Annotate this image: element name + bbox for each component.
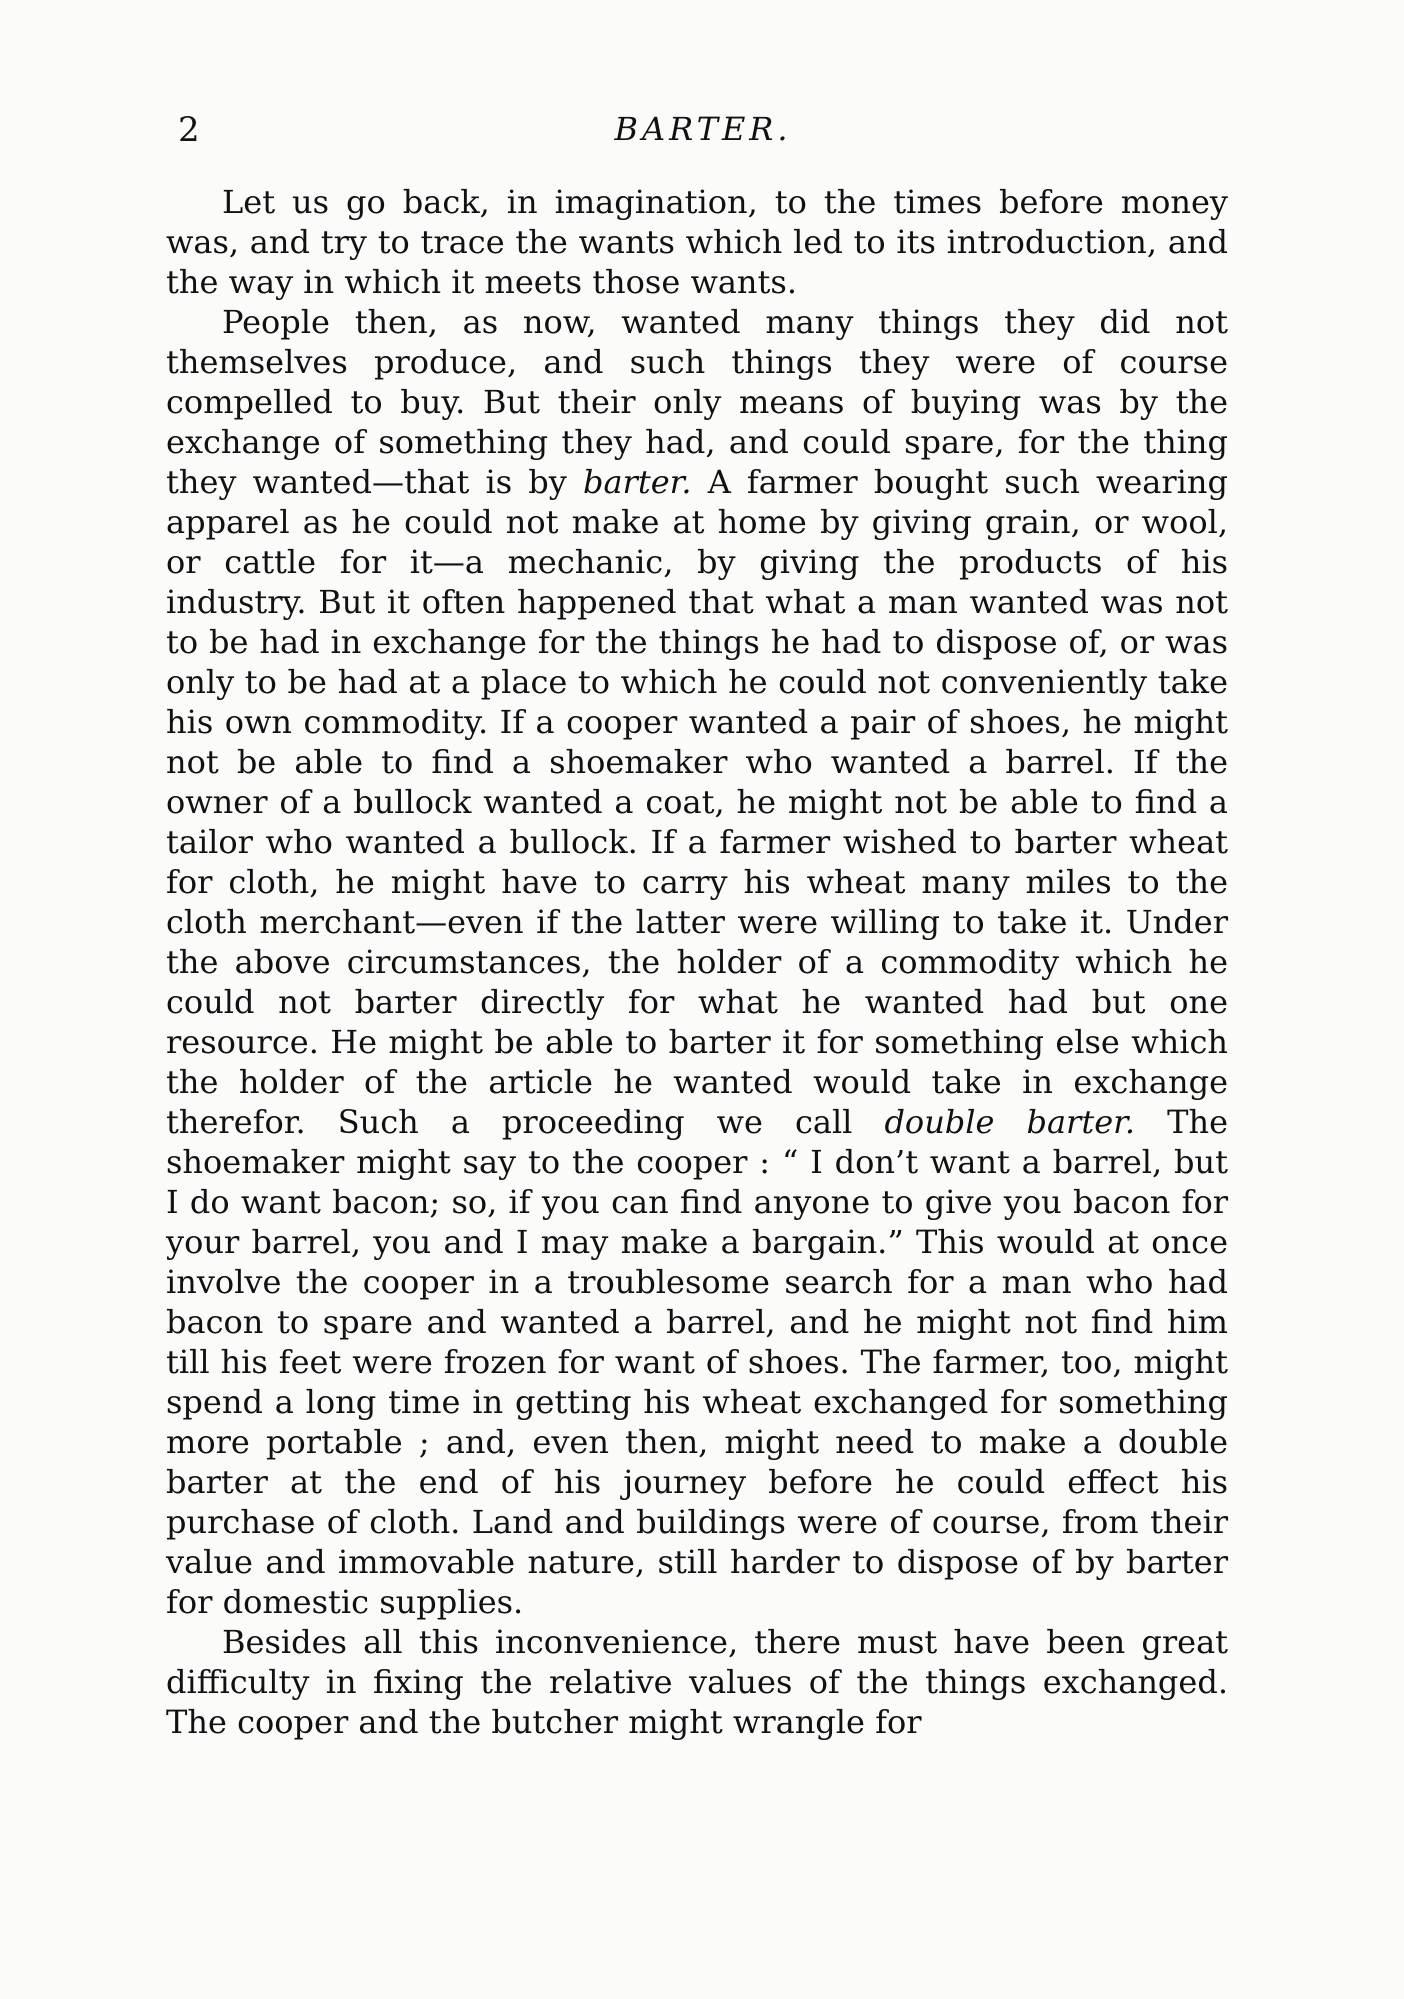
body-text [166,182,1228,1742]
running-title: BARTER. [614,110,792,148]
italic-term-double-barter: double barter. [884,1103,1136,1141]
running-head [178,110,1228,160]
page-number: 2 [178,110,200,150]
paragraph-text: Let us go back, in imagination, to the times before money was, and try to trace the wants which led to its introduction, and the way in which it meets those wants. [166,183,1228,301]
paragraph-2 [166,302,1228,1622]
paragraph-text: A farmer bought such wearing apparel as he could not make at home by giving grain, or wool, or cattle for it—a mechanic, by giving the products of his industry. But it often happened that what a man wanted was not to be had in exchange for the things he had to dispose of, or was only to be had at a place to which he could not conveniently take his own commodity. If a cooper wanted a pair of shoes, he might not be able to find a shoemaker who wanted a barrel. If the owner of a bullock wanted a coat, he might not be able to find a tailor who wanted a bullock. If a farmer wished to barter wheat for cloth, he might have to carry his wheat many miles to the cloth merchant—even if the latter were willing to take it. Under the above circumstances, the holder of a commodity which he could not barter directly for what he wanted had but one resource. He might be able to barter it for something else which the holder of the article he wanted would take in exchange therefor. Such a proceeding we call [166,463,1229,1141]
paragraph-text: Besides all this inconvenience, there must have been great difficulty in fixing the relative values of the things exchanged. The cooper and the butcher might wrangle for [166,1623,1228,1741]
paragraph-3 [166,1622,1228,1742]
paragraph-1 [166,182,1228,302]
paragraph-text: People then, as now, wanted many things they did not themselves produce, and such things they were of course compelled to buy. But their only means of buying was by the exchange of something they had, and could spare, for the thing they wanted—that is by [166,303,1228,501]
paragraph-text: The shoemaker might say to the cooper : “ I don’t want a barrel, but I do want bacon; so, if you can find anyone to give you bacon for your barrel, you and I may make a bargain.” This would at once involve the cooper in a troublesome search for a man who had bacon to spare and wanted a barrel, and he might not find him till his feet were frozen for want of shoes. The farmer, too, might spend a long time in getting his wheat exchanged for something more portable ; and, even then, might need to make a double barter at the end of his journey before he could effect his purchase of cloth. Land and buildings were of course, from their value and immovable nature, still harder to dispose of by barter for domestic supplies. [166,1103,1229,1621]
italic-term-barter: barter. [582,463,692,501]
